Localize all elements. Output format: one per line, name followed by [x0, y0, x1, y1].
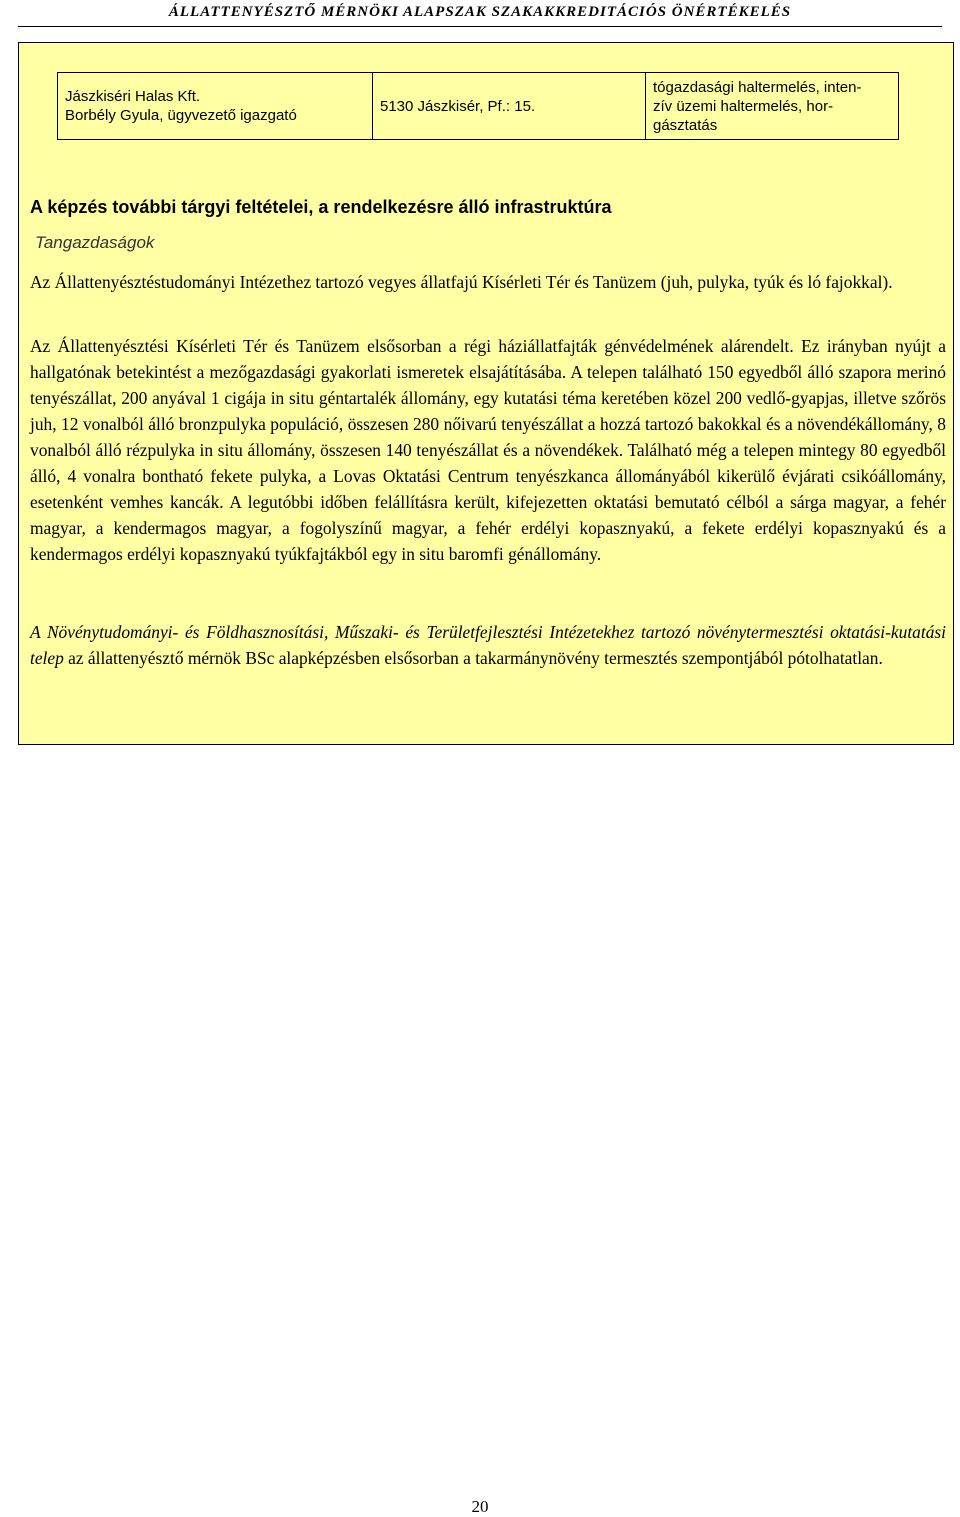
paragraph-3-italic-lead: A Növénytudományi- és Földhasznosítási, Műszaki- és Területfejlesztési Intézetekhez tartozó növénytermesztési oktatási-kutatási telep [30, 622, 946, 668]
organization-name: Jászkiséri Halas Kft. [65, 88, 201, 105]
activity-line: tógazdasági haltermelés, inten- [653, 78, 862, 96]
paragraph-1: Az Állattenyésztéstudományi Intézethez tartozó vegyes állatfajú Kísérleti Tér és Tanüzem (juh, pulyka, tyúk és ló fajokkal). [30, 272, 893, 292]
running-header: ÁLLATTENYÉSZTŐ MÉRNÖKI ALAPSZAK SZAKAKKREDITÁCIÓS ÖNÉRTÉKELÉS [168, 4, 792, 20]
header-rule [18, 26, 942, 27]
highlight-box [18, 42, 954, 745]
organization-contact: Borbély Gyula, ügyvezető igazgató [65, 107, 297, 124]
table-row [58, 73, 899, 140]
subheading: Tangazdaságok [35, 233, 155, 252]
organization-name-cell [58, 73, 373, 140]
paragraph-3-rest: az állattenyésztő mérnök BSc alapképzésben elsősorban a takarmánynövény termesztés szempontjából pótolhatatlan. [63, 648, 883, 668]
organization-address-cell [373, 73, 646, 140]
organization-address: 5130 Jászkisér, Pf.: 15. [380, 97, 536, 115]
activity-line: gásztatás [653, 116, 718, 134]
organization-table [57, 72, 899, 140]
paragraph-3 [30, 619, 946, 671]
organization-activity-cell [646, 73, 899, 140]
paragraph-2: Az Állattenyésztési Kísérleti Tér és Tanüzem elsősorban a régi háziállatfajták génvédelmének alárendelt. Ez irányban nyújt a hallgatónak betekintést a mezőgazdasági gyakorlati ismeretek elsajátításába. A telepen található 150 egyedből álló szapora merinó tenyészállat, 200 anyával 1 cigája in situ géntartalék állomány, egy kutatási téma keretében közel 200 vedlő-gyapjas, illetve szőrös juh, 12 vonalból álló bronzpulyka populáció, összesen 280 nőivarú tenyészállat a hozzá tartozó bakokkal és a növendékállomány, 8 vonalból álló rézpulyka in situ állomány, összesen 140 tenyészállat és a növendékek. Található még a telepen mintegy 80 egyedből álló, 4 vonalra bontható fekete pulyka, a Lovas Oktatási Centrum tenyészkanca állományából kikerülő évjárati csikóállomány, esetenként vemhes kancák. A legutóbbi időben felállításra került, kifejezetten oktatási bemutató célból a sárga magyar, a fehér magyar, a kendermagos magyar, a fogolyszínű magyar, a fehér erdélyi kopasznyakú, a fekete erdélyi kopasznyakú és a kendermagos erdélyi kopasznyakú tyúkfajtákból egy in situ baromfi génállomány. [30, 336, 946, 564]
page-number: 20 [471, 1497, 489, 1516]
section-heading: A képzés további tárgyi feltételei, a rendelkezésre álló infrastruktúra [30, 197, 612, 217]
activity-line: zív üzemi haltermelés, hor- [653, 97, 834, 115]
